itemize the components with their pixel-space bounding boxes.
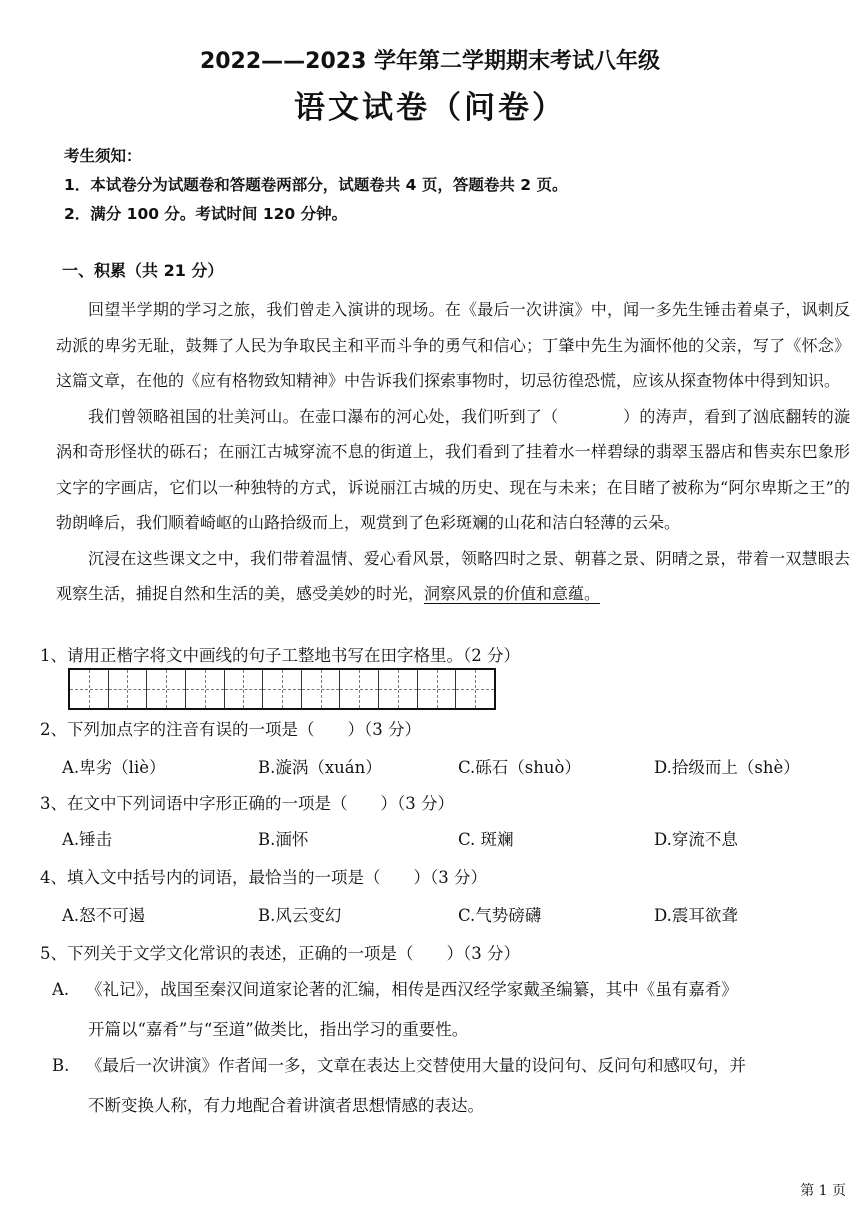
grid-cell[interactable]	[225, 670, 264, 708]
question-1: 1、请用正楷字将文中画线的句子工整地书写在田字格里。（2 分）	[40, 646, 520, 665]
reading-passage	[56, 292, 850, 612]
grid-cell[interactable]	[340, 670, 379, 708]
q4-option-b: B.风云变幻	[258, 906, 342, 925]
q5-option-b-line1: 《最后一次讲演》作者闻一多，文章在表达上交替使用大量的设问句、反问句和感叹句，并	[86, 1056, 746, 1075]
grid-cell[interactable]	[418, 670, 457, 708]
section-heading-accumulation: 一、积累（共 21 分）	[62, 261, 224, 280]
q5-option-a-line1: 《礼记》，战国至秦汉间道家论著的汇编，相传是西汉经学家戴圣编纂，其中《虽有嘉肴》	[86, 980, 738, 999]
grid-cell[interactable]	[379, 670, 418, 708]
q4-option-a: A.怒不可遏	[62, 906, 146, 925]
notice-item-1: 1．本试卷分为试题卷和答题卷两部分，试题卷共 4 页，答题卷共 2 页。	[64, 176, 568, 194]
grid-cell[interactable]	[263, 670, 302, 708]
grid-cell[interactable]	[186, 670, 225, 708]
grid-cell[interactable]	[456, 670, 494, 708]
exam-title-line2: 语文试卷（问卷）	[294, 90, 566, 126]
q4-option-d: D.震耳欲聋	[654, 906, 738, 925]
question-3: 3、在文中下列词语中字形正确的一项是（ ）（3 分）	[40, 794, 454, 813]
q3-option-b: B.湎怀	[258, 830, 309, 849]
q2-option-b: B.漩涡（xuán）	[258, 758, 382, 777]
q5-option-b-label: B.	[52, 1056, 70, 1075]
notice-heading: 考生须知：	[64, 147, 142, 165]
q5-option-a	[52, 970, 848, 1050]
question-4: 4、填入文中括号内的词语，最恰当的一项是（ ）（3 分）	[40, 868, 487, 887]
grid-cell[interactable]	[302, 670, 341, 708]
q3-option-a: A.锤击	[62, 830, 113, 849]
tianzige-writing-grid[interactable]	[68, 668, 496, 710]
passage-paragraph-3	[56, 541, 850, 612]
q3-option-c: C. 斑斓	[458, 830, 514, 849]
q5-option-a-line2: 开篇以“嘉肴”与“至道”做类比，指出学习的重要性。	[88, 1020, 469, 1039]
passage-paragraph-3-text: 沉浸在这些课文之中，我们带着温情、爱心看风景，领略四时之景、朝暮之景、阴晴之景，带着一双慧眼去观察生活，捕捉自然和生活的美，感受美妙的时光，	[56, 548, 850, 603]
grid-cell[interactable]	[70, 670, 109, 708]
q2-option-a: A.卑劣（liè）	[62, 758, 166, 777]
passage-paragraph-2: 我们曾领略祖国的壮美河山。在壶口瀑布的河心处，我们听到了（ ）的涛声，看到了汹底翻转的漩涡和奇形怪状的砾石；在丽江古城穿流不息的街道上，我们看到了挂着水一样碧绿的翡翠玉器店和售卖东巴象形文字的字画店，它们以一种独特的方式，诉说丽江古城的历史、现在与未来；在目睹了被称为“阿尔卑斯之王”的勃朗峰后，我们顺着崎岖的山路拾级而上，观赏到了色彩斑斓的山花和洁白轻薄的云朵。	[56, 406, 850, 532]
grid-cell[interactable]	[147, 670, 186, 708]
q5-option-a-label: A.	[52, 980, 70, 999]
underlined-sentence: 洞察风景的价值和意蕴。	[424, 584, 601, 603]
grid-cell[interactable]	[109, 670, 148, 708]
q5-option-b-line2: 不断变换人称，有力地配合着讲演者思想情感的表达。	[88, 1096, 484, 1115]
q5-option-b	[52, 1046, 848, 1126]
q3-option-d: D.穿流不息	[654, 830, 738, 849]
q4-option-c: C.气势磅礴	[458, 906, 542, 925]
candidate-notice	[64, 142, 567, 229]
page-number: 第 1 页	[800, 1183, 846, 1199]
q2-option-d: D.拾级而上（shè）	[654, 758, 800, 777]
question-5: 5、下列关于文学文化常识的表述，正确的一项是（ ）（3 分）	[40, 944, 520, 963]
question-2: 2、下列加点字的注音有误的一项是（ ）（3 分）	[40, 720, 421, 739]
exam-title-line1: 2022——2023 学年第二学期期末考试八年级	[199, 49, 661, 74]
passage-paragraph-1: 回望半学期的学习之旅，我们曾走入演讲的现场。在《最后一次讲演》中，闻一多先生锤击着桌子，讽刺反动派的卑劣无耻，鼓舞了人民为争取民主和平而斗争的勇气和信心；丁肇中先生为湎怀他的父亲，写了《怀念》这篇文章，在他的《应有格物致知精神》中告诉我们探索事物时，切忌彷徨恐慌，应该从探查物体中得到知识。	[56, 300, 850, 390]
notice-item-2: 2．满分 100 分。考试时间 120 分钟。	[64, 205, 348, 223]
q2-option-c: C.砾石（shuò）	[458, 758, 581, 777]
